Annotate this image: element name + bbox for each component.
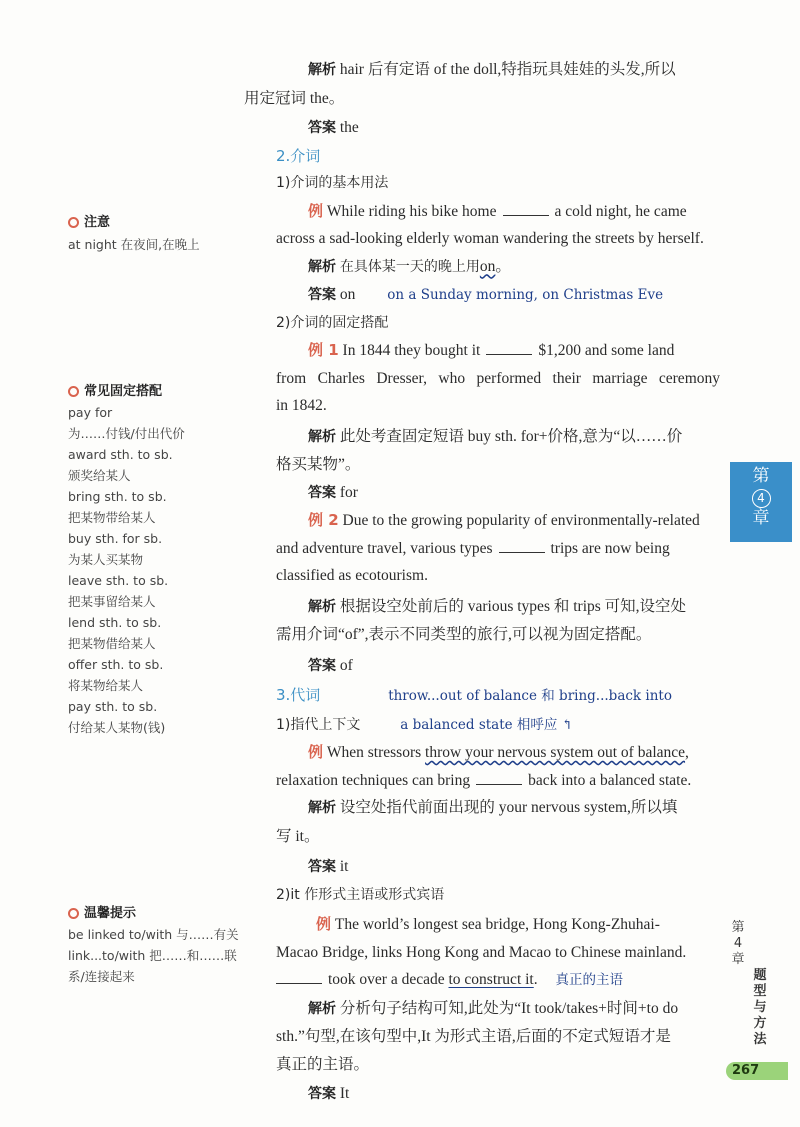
answer-5: 答案 it [308, 858, 349, 875]
example-a: 例 While riding his bike home a cold night, he came [308, 201, 687, 220]
example-a-line2: across a sad-looking elderly woman wandering the streets by herself. [276, 230, 704, 247]
example-4: 例 The world’s longest sea bridge, Hong Kong-Zhuhai- [316, 915, 660, 933]
blank [499, 538, 545, 553]
example-2-line3: classified as ecotourism. [276, 567, 428, 584]
bullet-icon [68, 386, 79, 397]
subsection-fixed-collocations: 2)介词的固定搭配 [276, 314, 389, 331]
bullet-icon [68, 908, 79, 919]
analysis-3: 解析 此处考查固定短语 buy sth. for+价格,意为“以……价 格买某物”。 [276, 427, 683, 473]
vertical-section-title: 题 型 与 方 法 [753, 968, 767, 1047]
chapter-tab: 第 4 章 [730, 462, 792, 542]
handwritten-note: 真正的主语 [555, 972, 623, 988]
analysis-5: 解析 设空处指代前面出现的 your nervous system,所以填 写 it。 [276, 799, 678, 845]
vertical-chapter-title: 第 4 章 [731, 920, 745, 967]
example-4-line3: took over a decade to construct it. 真正的主语 [276, 966, 720, 995]
blank [476, 770, 522, 785]
page-number-badge [726, 1062, 788, 1080]
analysis-6: 解析 分析句子结构可知,此处为“It took/takes+时间+to do sth.”句型,在该句型中,It 为形式主语,后面的不定式短语才是 真正的主语。 [276, 999, 679, 1073]
blank [486, 340, 532, 355]
example-1: 例 1 In 1844 they bought it $1,200 and some land [308, 341, 675, 359]
main-column [244, 56, 720, 1109]
section-pronouns-row [276, 682, 720, 711]
side-note-attention: 注意 at night 在夜间,在晚上 [68, 215, 200, 252]
subsection-basic-usage: 1)介词的基本用法 [276, 175, 389, 191]
handwritten-note: throw...out of balance 和 bring...back into [388, 688, 672, 704]
arrow-icon: ↰ [561, 716, 573, 733]
analysis-2: 解析 在具体某一天的晚上用on。 [308, 257, 511, 275]
answer-2: 答案 on on a Sunday morning, on Christmas Eve [308, 286, 664, 303]
answer-6: 答案 It [308, 1085, 350, 1102]
example-4-line2: Macao Bridge, links Hong Kong and Macao to Chinese mainland. [276, 943, 687, 961]
section-pronouns: 3.代词 [276, 686, 321, 704]
example-1-line2: from Charles Dresser, who performed their marriage ceremony [276, 369, 720, 387]
bullet-icon [68, 217, 79, 228]
handwritten-note: a balanced state 相呼应 [400, 716, 558, 733]
example-2-line2: and adventure travel, various types trips are now being [276, 539, 670, 557]
subsection-formal-subject: 2)it 作形式主语或形式宾语 [276, 886, 445, 903]
example-3: 例 When stressors throw your nervous system out of balance, [308, 743, 689, 761]
example-1-line3: in 1842. [276, 397, 327, 414]
handwritten-note: on a Sunday morning, on Christmas Eve [387, 287, 664, 303]
answer-4: 答案 of [308, 656, 353, 674]
page-number: 267 [732, 1063, 760, 1078]
section-prepositions: 2.介词 [276, 146, 321, 165]
answer-1: 答案 the [308, 119, 359, 136]
analysis-1: 解析 hair 后有定语 of the doll,特指玩具娃娃的头发,所以 用定冠词 the。 [244, 61, 676, 107]
analysis-4: 解析 根据设空处前后的 various types 和 trips 可知,设空处 需用介词“of”,表示不同类型的旅行,可以视为固定搭配。 [276, 597, 687, 643]
answer-3: 答案 for [308, 483, 358, 501]
side-note-tip: 温馨提示 be linked to/with 与……有关 link...to/with 把……和……联 系/连接起来 [68, 906, 239, 984]
example-3-line2: relaxation techniques can bring back into a balanced state. [276, 771, 692, 789]
subsection-context-reference-row: 1)指代上下文 a balanced state 相呼应 ↰ [276, 716, 573, 733]
example-2: 例 2 Due to the growing popularity of environmentally-related [308, 511, 700, 529]
blank [503, 201, 549, 216]
blank [276, 969, 322, 984]
side-note-collocations: 常见固定搭配 pay for 为……付钱/付出代价 award sth. to sb. 颁奖给某人 bring sth. to sb. 把某物带给某人 buy sth. for sb. 为某人买某物 leave sth. to sb. 把某事留给某人 lend sth. to sb. 把某物借给某人 offer sth. to sb. 将某物给某人 pay sth. to sb. 付给某人某物(钱) [68, 384, 185, 735]
